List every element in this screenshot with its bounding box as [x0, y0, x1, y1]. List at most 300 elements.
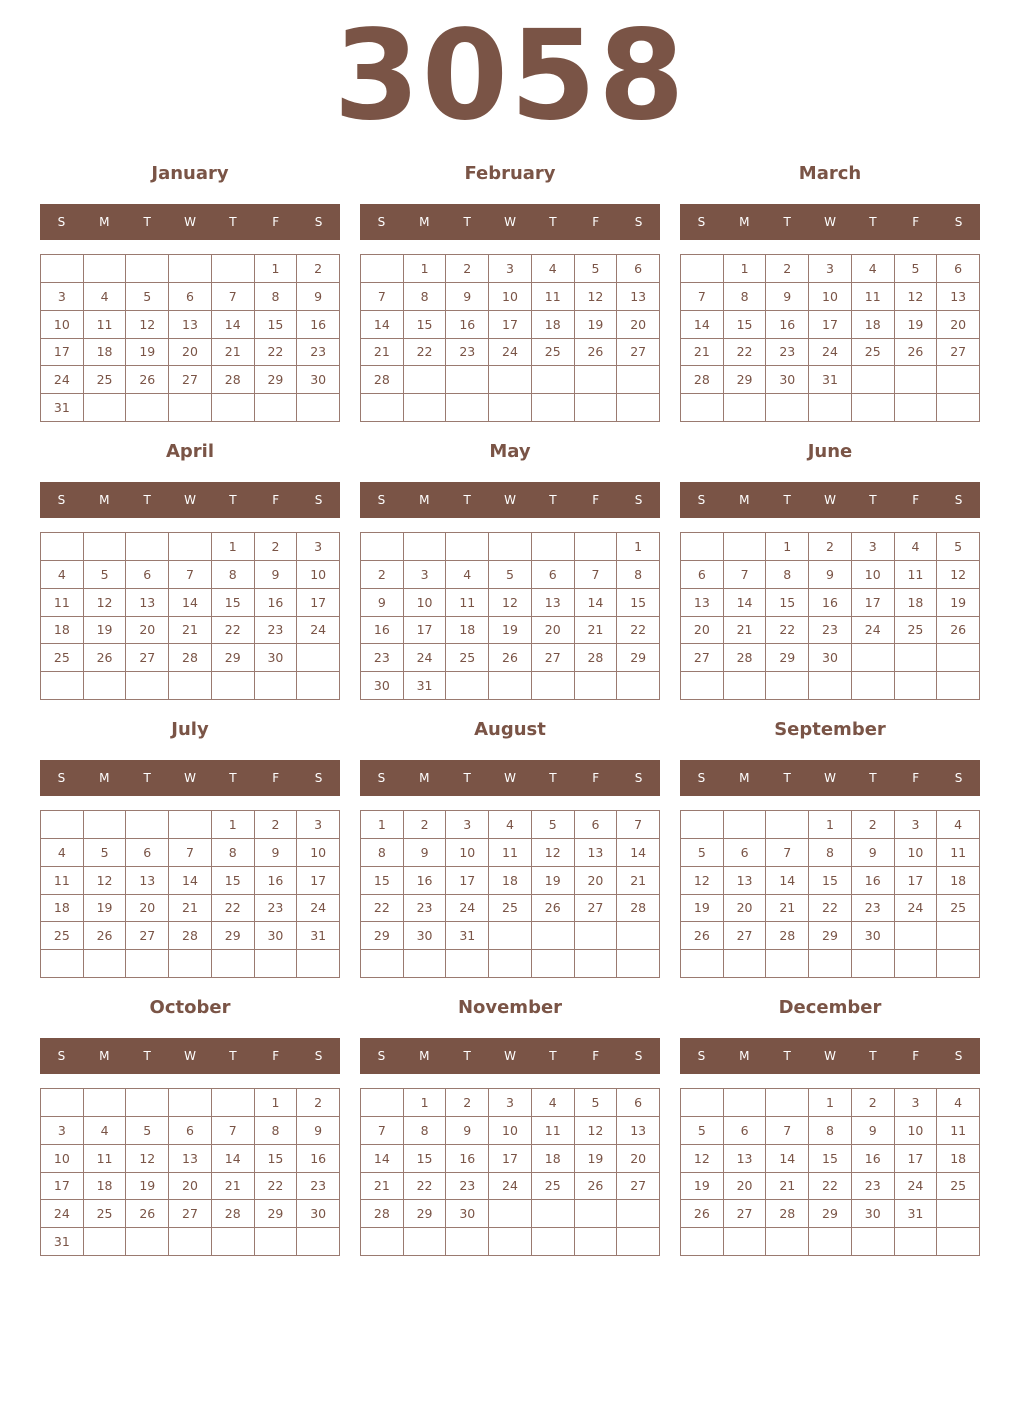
- day-cell: 4: [41, 561, 84, 589]
- day-cell: 25: [532, 339, 575, 367]
- day-cell: 13: [126, 589, 169, 617]
- day-cell: 21: [169, 895, 212, 923]
- day-cell: 3: [489, 255, 532, 283]
- day-cell: 31: [404, 672, 447, 700]
- day-cell: 22: [212, 895, 255, 923]
- weekday-label: F: [592, 771, 600, 785]
- day-cell: 12: [126, 1145, 169, 1173]
- empty-cell: [532, 672, 575, 700]
- day-cell: 28: [169, 922, 212, 950]
- weekday-label: F: [272, 771, 280, 785]
- day-grid: [680, 810, 980, 978]
- day-cell: 14: [575, 589, 618, 617]
- day-cell: 9: [446, 1117, 489, 1145]
- day-cell: 22: [404, 1173, 447, 1201]
- day-cell: 29: [617, 644, 660, 672]
- empty-cell: [446, 394, 489, 422]
- empty-cell: [681, 672, 724, 700]
- empty-cell: [297, 950, 340, 978]
- day-cell: 18: [852, 311, 895, 339]
- day-cell: 26: [84, 644, 127, 672]
- day-cell: 5: [681, 839, 724, 867]
- day-cell: 12: [489, 589, 532, 617]
- day-cell: 25: [937, 1173, 980, 1201]
- day-grid: [360, 1088, 660, 1256]
- day-cell: 11: [937, 839, 980, 867]
- empty-cell: [575, 672, 618, 700]
- day-cell: 17: [809, 311, 852, 339]
- day-cell: 25: [489, 895, 532, 923]
- day-cell: 4: [895, 533, 938, 561]
- empty-cell: [575, 922, 618, 950]
- day-cell: 5: [937, 533, 980, 561]
- weekday-label: F: [912, 493, 920, 507]
- day-cell: 21: [361, 1173, 404, 1201]
- day-cell: 30: [446, 1200, 489, 1228]
- empty-cell: [937, 1228, 980, 1256]
- empty-cell: [617, 394, 660, 422]
- day-cell: 3: [404, 561, 447, 589]
- day-cell: 7: [361, 1117, 404, 1145]
- day-cell: 9: [809, 561, 852, 589]
- day-cell: 7: [169, 561, 212, 589]
- day-cell: 15: [361, 867, 404, 895]
- month-title: February: [464, 163, 556, 184]
- day-cell: 13: [937, 283, 980, 311]
- day-cell: 7: [361, 283, 404, 311]
- day-cell: 19: [895, 311, 938, 339]
- day-cell: 1: [766, 533, 809, 561]
- empty-cell: [766, 811, 809, 839]
- day-cell: 24: [404, 644, 447, 672]
- day-cell: 2: [297, 255, 340, 283]
- day-cell: 6: [724, 1117, 767, 1145]
- day-cell: 5: [489, 561, 532, 589]
- day-cell: 1: [809, 811, 852, 839]
- weekday-header: [40, 760, 340, 796]
- day-cell: 14: [766, 1145, 809, 1173]
- day-cell: 11: [489, 839, 532, 867]
- day-cell: 24: [809, 339, 852, 367]
- day-cell: 29: [809, 1200, 852, 1228]
- day-cell: 28: [361, 1200, 404, 1228]
- day-cell: 25: [84, 366, 127, 394]
- day-cell: 4: [489, 811, 532, 839]
- weekday-label: F: [912, 1049, 920, 1063]
- day-cell: 24: [895, 1173, 938, 1201]
- day-cell: 7: [617, 811, 660, 839]
- day-cell: 20: [126, 895, 169, 923]
- day-cell: 12: [84, 867, 127, 895]
- day-cell: 11: [532, 1117, 575, 1145]
- day-cell: 15: [766, 589, 809, 617]
- empty-cell: [489, 922, 532, 950]
- day-cell: 27: [169, 366, 212, 394]
- day-cell: 23: [255, 617, 298, 645]
- day-cell: 6: [681, 561, 724, 589]
- weekday-label: T: [869, 771, 877, 785]
- day-cell: 4: [84, 1117, 127, 1145]
- empty-cell: [212, 1089, 255, 1117]
- day-cell: 21: [766, 895, 809, 923]
- empty-cell: [361, 950, 404, 978]
- empty-cell: [297, 644, 340, 672]
- empty-cell: [361, 1228, 404, 1256]
- empty-cell: [937, 366, 980, 394]
- empty-cell: [404, 533, 447, 561]
- day-cell: 13: [617, 1117, 660, 1145]
- day-cell: 19: [681, 895, 724, 923]
- day-cell: 6: [617, 255, 660, 283]
- day-grid: [680, 254, 980, 422]
- day-cell: 23: [255, 895, 298, 923]
- day-cell: 6: [169, 1117, 212, 1145]
- empty-cell: [84, 672, 127, 700]
- day-cell: 10: [41, 311, 84, 339]
- empty-cell: [126, 1228, 169, 1256]
- empty-cell: [84, 950, 127, 978]
- day-cell: 24: [489, 1173, 532, 1201]
- empty-cell: [361, 394, 404, 422]
- day-cell: 28: [766, 1200, 809, 1228]
- day-cell: 13: [681, 589, 724, 617]
- day-cell: 2: [361, 561, 404, 589]
- day-cell: 10: [489, 283, 532, 311]
- day-cell: 12: [681, 867, 724, 895]
- day-cell: 28: [617, 895, 660, 923]
- empty-cell: [84, 811, 127, 839]
- day-cell: 12: [681, 1145, 724, 1173]
- day-cell: 28: [681, 366, 724, 394]
- weekday-label: W: [824, 215, 836, 229]
- weekday-header: [40, 482, 340, 518]
- empty-cell: [169, 1089, 212, 1117]
- day-cell: 4: [84, 283, 127, 311]
- day-cell: 6: [617, 1089, 660, 1117]
- weekday-label: W: [184, 1049, 196, 1063]
- day-cell: 3: [809, 255, 852, 283]
- day-cell: 24: [446, 895, 489, 923]
- weekday-label: T: [869, 1049, 877, 1063]
- day-cell: 10: [404, 589, 447, 617]
- day-cell: 18: [84, 339, 127, 367]
- day-cell: 8: [809, 839, 852, 867]
- day-cell: 11: [895, 561, 938, 589]
- day-cell: 10: [297, 839, 340, 867]
- day-cell: 17: [297, 867, 340, 895]
- day-cell: 31: [446, 922, 489, 950]
- day-cell: 15: [724, 311, 767, 339]
- day-grid: [40, 810, 340, 978]
- empty-cell: [809, 950, 852, 978]
- empty-cell: [852, 366, 895, 394]
- day-cell: 20: [724, 1173, 767, 1201]
- day-cell: 15: [404, 1145, 447, 1173]
- weekday-label: T: [549, 215, 557, 229]
- day-cell: 25: [41, 644, 84, 672]
- day-cell: 4: [41, 839, 84, 867]
- day-cell: 5: [895, 255, 938, 283]
- weekday-header: [360, 204, 660, 240]
- weekday-label: S: [57, 215, 66, 229]
- weekday-label: S: [954, 771, 963, 785]
- weekday-header: [360, 760, 660, 796]
- empty-cell: [895, 644, 938, 672]
- day-cell: 15: [212, 589, 255, 617]
- day-cell: 21: [212, 1173, 255, 1201]
- weekday-label: F: [272, 493, 280, 507]
- weekday-label: S: [314, 771, 323, 785]
- weekday-label: T: [463, 215, 471, 229]
- weekday-label: S: [377, 1049, 386, 1063]
- day-cell: 17: [404, 617, 447, 645]
- day-cell: 1: [361, 811, 404, 839]
- empty-cell: [724, 533, 767, 561]
- day-cell: 18: [489, 867, 532, 895]
- day-cell: 19: [575, 1145, 618, 1173]
- weekday-label: F: [912, 215, 920, 229]
- empty-cell: [404, 366, 447, 394]
- day-cell: 14: [724, 589, 767, 617]
- month-title: September: [774, 719, 886, 740]
- empty-cell: [212, 255, 255, 283]
- day-cell: 19: [84, 895, 127, 923]
- day-cell: 25: [532, 1173, 575, 1201]
- weekday-label: F: [272, 215, 280, 229]
- empty-cell: [41, 1089, 84, 1117]
- weekday-label: F: [272, 1049, 280, 1063]
- empty-cell: [404, 394, 447, 422]
- day-cell: 30: [809, 644, 852, 672]
- day-grid: [680, 1088, 980, 1256]
- day-cell: 18: [937, 867, 980, 895]
- day-cell: 12: [575, 1117, 618, 1145]
- empty-cell: [532, 922, 575, 950]
- day-cell: 30: [852, 1200, 895, 1228]
- day-cell: 26: [575, 1173, 618, 1201]
- weekday-label: S: [697, 493, 706, 507]
- day-cell: 19: [84, 617, 127, 645]
- weekday-label: M: [99, 1049, 110, 1063]
- empty-cell: [255, 950, 298, 978]
- weekday-label: S: [954, 1049, 963, 1063]
- day-cell: 14: [169, 867, 212, 895]
- day-cell: 26: [937, 617, 980, 645]
- month-title: July: [171, 719, 209, 740]
- day-cell: 29: [212, 644, 255, 672]
- weekday-label: M: [419, 215, 430, 229]
- empty-cell: [724, 1228, 767, 1256]
- day-cell: 11: [446, 589, 489, 617]
- day-cell: 2: [404, 811, 447, 839]
- month-title: January: [151, 163, 229, 184]
- day-cell: 19: [489, 617, 532, 645]
- day-cell: 21: [169, 617, 212, 645]
- day-cell: 18: [41, 617, 84, 645]
- day-cell: 5: [575, 255, 618, 283]
- empty-cell: [169, 811, 212, 839]
- weekday-label: S: [954, 493, 963, 507]
- day-cell: 19: [681, 1173, 724, 1201]
- day-cell: 18: [446, 617, 489, 645]
- day-cell: 23: [852, 895, 895, 923]
- day-cell: 6: [532, 561, 575, 589]
- weekday-label: W: [824, 493, 836, 507]
- day-cell: 3: [895, 811, 938, 839]
- empty-cell: [575, 1200, 618, 1228]
- weekday-label: T: [549, 771, 557, 785]
- day-cell: 26: [84, 922, 127, 950]
- empty-cell: [446, 533, 489, 561]
- empty-cell: [617, 1228, 660, 1256]
- day-cell: 21: [681, 339, 724, 367]
- day-cell: 21: [724, 617, 767, 645]
- day-cell: 17: [41, 339, 84, 367]
- day-cell: 6: [126, 561, 169, 589]
- weekday-label: W: [504, 771, 516, 785]
- weekday-label: M: [99, 215, 110, 229]
- empty-cell: [766, 394, 809, 422]
- empty-cell: [724, 811, 767, 839]
- weekday-label: S: [57, 771, 66, 785]
- day-cell: 9: [255, 839, 298, 867]
- empty-cell: [681, 1089, 724, 1117]
- day-cell: 3: [489, 1089, 532, 1117]
- day-cell: 20: [126, 617, 169, 645]
- day-cell: 22: [766, 617, 809, 645]
- day-cell: 9: [852, 839, 895, 867]
- weekday-label: W: [184, 215, 196, 229]
- day-cell: 21: [617, 867, 660, 895]
- empty-cell: [532, 394, 575, 422]
- day-cell: 6: [937, 255, 980, 283]
- empty-cell: [169, 1228, 212, 1256]
- day-grid: [40, 532, 340, 700]
- weekday-header: [680, 204, 980, 240]
- day-cell: 15: [404, 311, 447, 339]
- empty-cell: [126, 533, 169, 561]
- day-cell: 16: [255, 589, 298, 617]
- day-cell: 23: [297, 339, 340, 367]
- day-cell: 27: [169, 1200, 212, 1228]
- day-grid: [360, 254, 660, 422]
- empty-cell: [766, 950, 809, 978]
- empty-cell: [297, 672, 340, 700]
- day-cell: 27: [724, 1200, 767, 1228]
- day-cell: 10: [895, 839, 938, 867]
- day-cell: 3: [852, 533, 895, 561]
- day-cell: 19: [126, 1173, 169, 1201]
- day-cell: 27: [575, 895, 618, 923]
- day-cell: 11: [41, 589, 84, 617]
- day-cell: 25: [895, 617, 938, 645]
- day-cell: 7: [575, 561, 618, 589]
- weekday-label: F: [592, 215, 600, 229]
- day-cell: 8: [617, 561, 660, 589]
- day-cell: 29: [361, 922, 404, 950]
- day-cell: 6: [724, 839, 767, 867]
- day-cell: 8: [724, 283, 767, 311]
- empty-cell: [446, 950, 489, 978]
- day-cell: 23: [446, 1173, 489, 1201]
- day-cell: 18: [84, 1173, 127, 1201]
- weekday-label: T: [229, 215, 237, 229]
- empty-cell: [766, 672, 809, 700]
- day-cell: 24: [297, 895, 340, 923]
- empty-cell: [489, 672, 532, 700]
- day-cell: 14: [766, 867, 809, 895]
- day-cell: 8: [212, 561, 255, 589]
- weekday-label: S: [634, 771, 643, 785]
- weekday-label: S: [697, 215, 706, 229]
- day-cell: 31: [895, 1200, 938, 1228]
- empty-cell: [766, 1228, 809, 1256]
- day-cell: 7: [724, 561, 767, 589]
- empty-cell: [169, 533, 212, 561]
- weekday-label: S: [634, 493, 643, 507]
- day-cell: 27: [126, 644, 169, 672]
- day-cell: 9: [404, 839, 447, 867]
- empty-cell: [617, 950, 660, 978]
- day-cell: 5: [681, 1117, 724, 1145]
- empty-cell: [937, 394, 980, 422]
- day-cell: 7: [766, 1117, 809, 1145]
- day-cell: 23: [361, 644, 404, 672]
- empty-cell: [489, 1228, 532, 1256]
- weekday-label: T: [783, 493, 791, 507]
- empty-cell: [724, 672, 767, 700]
- month-title: March: [798, 163, 862, 184]
- day-cell: 17: [852, 589, 895, 617]
- day-cell: 13: [169, 1145, 212, 1173]
- day-cell: 5: [84, 561, 127, 589]
- empty-cell: [575, 394, 618, 422]
- weekday-header: [680, 482, 980, 518]
- empty-cell: [617, 1200, 660, 1228]
- empty-cell: [937, 1200, 980, 1228]
- day-cell: 11: [41, 867, 84, 895]
- day-cell: 4: [532, 1089, 575, 1117]
- day-cell: 6: [126, 839, 169, 867]
- empty-cell: [126, 950, 169, 978]
- weekday-label: T: [549, 1049, 557, 1063]
- day-cell: 24: [489, 339, 532, 367]
- day-cell: 28: [212, 366, 255, 394]
- empty-cell: [724, 1089, 767, 1117]
- day-cell: 31: [41, 394, 84, 422]
- month-title: October: [149, 997, 231, 1018]
- empty-cell: [681, 950, 724, 978]
- day-cell: 17: [895, 1145, 938, 1173]
- empty-cell: [852, 644, 895, 672]
- day-cell: 16: [446, 311, 489, 339]
- empty-cell: [532, 950, 575, 978]
- empty-cell: [489, 366, 532, 394]
- day-cell: 16: [404, 867, 447, 895]
- day-cell: 24: [41, 366, 84, 394]
- day-cell: 10: [297, 561, 340, 589]
- weekday-label: S: [954, 215, 963, 229]
- weekday-label: M: [419, 1049, 430, 1063]
- day-cell: 27: [681, 644, 724, 672]
- day-cell: 17: [489, 1145, 532, 1173]
- weekday-label: M: [739, 771, 750, 785]
- day-cell: 28: [766, 922, 809, 950]
- weekday-label: S: [57, 1049, 66, 1063]
- day-cell: 30: [361, 672, 404, 700]
- empty-cell: [575, 1228, 618, 1256]
- day-cell: 22: [255, 339, 298, 367]
